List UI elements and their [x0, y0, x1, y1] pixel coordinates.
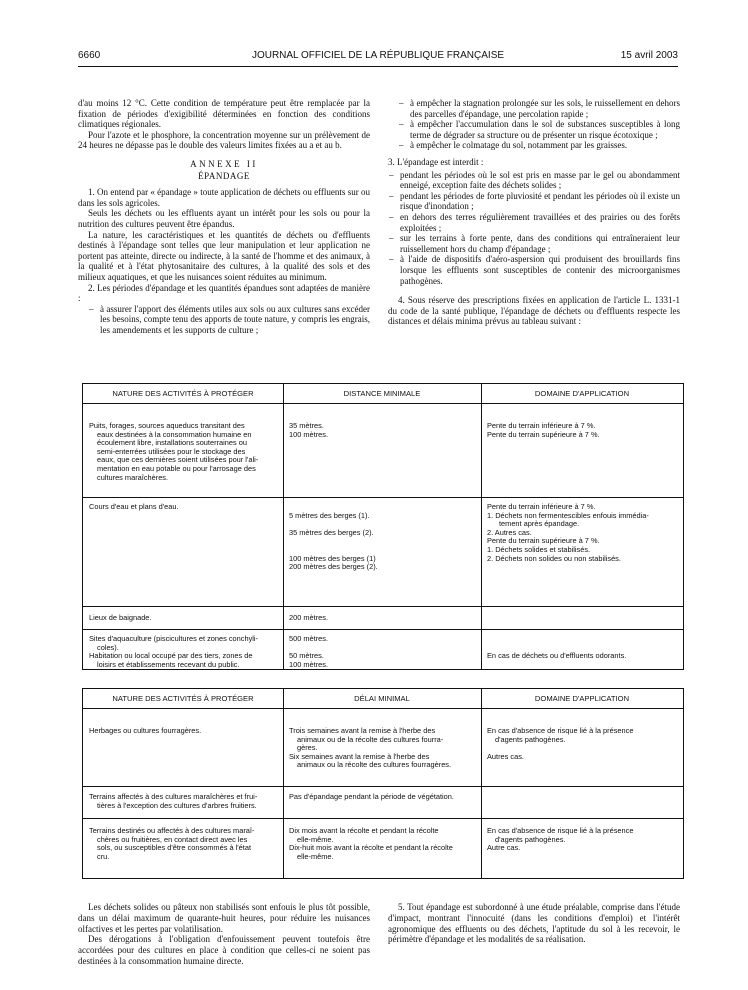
row-divider [83, 629, 683, 630]
publication-date: 15 avril 2003 [620, 50, 678, 61]
list-item: – sur les terrains à forte pente, dans des conditions qui entraîneraient leur ruissellement hors du champ d'épandage ; [388, 233, 680, 254]
table-cell-delay: Pas d'épandage pendant la période de végétation. [289, 792, 454, 801]
journal-title: JOURNAL OFFICIEL DE LA RÉPUBLIQUE FRANÇAISE [251, 50, 505, 61]
column-divider [481, 384, 482, 669]
paragraph: Seuls les déchets ou les effluents ayant un intérêt pour les sols ou pour la nutrition des cultures peuvent être épandus. [78, 208, 370, 229]
bullet-list [388, 170, 680, 287]
left-column [78, 98, 370, 335]
list-item: – pendant les périodes où le sol est pris en masse par le gel ou abondamment enneigé, exception faite des déchets solides ; [388, 170, 680, 191]
column-divider [283, 384, 284, 669]
page-header [78, 50, 678, 64]
table-cell-nature: Herbages ou cultures fourragères. [89, 726, 202, 735]
footer-left-column [78, 902, 370, 967]
right-column [388, 98, 680, 327]
bullet-list [78, 304, 370, 336]
list-item: – pendant les périodes de forte pluviosité et pendant les périodes où il existe un risque d'inondation ; [388, 191, 680, 212]
delay-table [82, 688, 684, 879]
footer-right-column [388, 902, 680, 945]
paragraph: 2. Les périodes d'épandage et les quantités épandues sont adaptées de manière : [78, 282, 370, 304]
table-cell-nature: Lieux de baignade. [89, 613, 152, 622]
section-heading: 3. L'épandage est interdit : [388, 156, 484, 167]
table-cell-domain: Pente du terrain inférieure à 7 %. 1. Déchets non fermentescibles enfouis immédia- tement après épandage. 2. Autres cas. Pente du terrain supérieure à 7 %. 1. Déchets solides et stabilisés. 2. Déchets non solides ou non stabilisés. [487, 502, 649, 563]
table-cell-domain: En cas d'absence de risque lié à la présence d'agents pathogènes. Autres cas. [487, 726, 634, 761]
table-cell-delay: Dix mois avant la récolte et pendant la récolte elle-même. Dix-huit mois avant la récolte et pendant la récolte elle-même. [289, 826, 453, 861]
annex-subtitle: ÉPANDAGE [198, 170, 250, 181]
annex-title: ANNEXE II [190, 158, 258, 169]
paragraph: 5. Tout épandage est subordonné à une étude préalable, comprise dans l'étude d'impact, montrant l'innocuité (dans les conditions d'emploi) et l'intérêt agronomique des effluents ou des déchets, l'aptitude du sol à les recevoir, le périmètre d'épandage et les modalités de sa réalisation. [388, 902, 680, 945]
table-cell-distance: 35 mètres. 100 mètres. [289, 421, 329, 439]
paragraph: d'au moins 12 °C. Cette condition de température peut être remplacée par la fixation de périodes d'exigibilité déterminées en fonction des conditions climatiques régionales. [78, 98, 370, 130]
paragraph: 1. On entend par « épandage » toute application de déchets ou effluents sur ou dans les sols agricoles. [78, 187, 370, 208]
list-item: – à assurer l'apport des éléments utiles aux sols ou aux cultures sans excéder les besoins, compte tenu des apports de toute nature, y compris les engrais, les amendements et les supports de culture ; [78, 304, 370, 336]
table-cell-distance: 500 mètres. 50 mètres. 100 mètres. [289, 634, 329, 669]
table-cell-nature: Terrains destinés ou affectés à des cultures maraî- chères ou fruitières, en contact direct avec les sols, ou susceptibles d'être consommés à l'état cru. [89, 826, 255, 861]
column-header: DISTANCE MINIMALE [283, 384, 481, 404]
column-header: DÉLAI MINIMAL [283, 689, 481, 709]
paragraph: 4. Sous réserve des prescriptions fixées en application de l'article L. 1331-1 du code de la santé publique, l'épandage de déchets ou d'effluents respecte les distances et délais minima prévus au tableau suivant : [388, 295, 680, 327]
distance-table [82, 383, 684, 670]
list-item: – à l'aide de dispositifs d'aéro-aspersion qui produisent des brouillards fins lorsque les effluents sont susceptibles de contenir des microorganismes pathogènes. [388, 254, 680, 286]
table-cell-delay: Trois semaines avant la remise à l'herbe des animaux ou de la récolte des cultures fourra- gères. Six semaines avant la remise à l'herbe des animaux ou la récolte des cultures fourragères. [289, 726, 452, 770]
table-cell-domain: Pente du terrain inférieure à 7 %. Pente du terrain supérieure à 7 %. [487, 421, 600, 439]
page-number: 6660 [78, 50, 101, 61]
paragraph: Des dérogations à l'obligation d'enfouissement peuvent toutefois être accordées pour des cultures en place à condition que celles-ci ne soient pas destinées à la consommation humaine directe. [78, 934, 370, 966]
column-header: NATURE DES ACTIVITÉS À PROTÉGER [83, 689, 283, 709]
list-item: – à empêcher l'accumulation dans le sol de substances susceptibles à long terme de dégrader sa structure ou de présenter un risque écotoxique ; [388, 119, 680, 140]
column-divider [481, 689, 482, 878]
table-cell-domain: En cas de déchets ou d'effluents odorants. [487, 651, 627, 660]
row-divider [83, 818, 683, 819]
table-cell-nature: Sites d'aquaculture (piscicultures et zones conchyli- coles). Habitation ou local occupé par des tiers, zones de loisirs et établissements recevant du public. [89, 634, 259, 669]
table-cell-nature: Puits, forages, sources aqueducs transitant des eaux destinées à la consommation humaine en écoulement libre, installations souterraines ou semi-enterrées utilisées pour le stockage des eaux, que ces dernières soient utilisées pour l'ali- mentation en eau potable ou pour l'arrosage des cultures maraîchères. [89, 421, 259, 482]
table-cell-distance: 5 mètres des berges (1). 35 mètres des berges (2). 100 mètres des berges (1) 200 mètres des berges (2). [289, 510, 378, 572]
column-header: DOMAINE D'APPLICATION [481, 689, 683, 709]
table-cell-domain: En cas d'absence de risque lié à la présence d'agents pathogènes. Autre cas. [487, 826, 634, 853]
paragraph: La nature, les caractéristiques et les quantités de déchets ou d'effluents destinés à l'épandage sont telles que leur manipulation et leur application ne portent pas atteinte, directe ou indirecte, à la santé de l'homme et des animaux, à la qualité et à l'état phytosanitaire des cultures, à la qualité des sols et des milieux aquatiques, et que les nuisances soient réduites au minimum. [78, 229, 370, 282]
column-header: NATURE DES ACTIVITÉS À PROTÉGER [83, 384, 283, 404]
row-divider [83, 786, 683, 787]
paragraph: Les déchets solides ou pâteux non stabilisés sont enfouis le plus tôt possible, dans un délai maximum de quarante-huit heures, pour réduire les nuisances olfactives et les pertes par volatilisation. [78, 902, 370, 934]
row-divider [83, 606, 683, 607]
bullet-list [388, 98, 680, 151]
list-item: – en dehors des terres régulièrement travaillées et des prairies ou des forêts exploitées ; [388, 212, 680, 233]
table-cell-nature: Terrains affectés à des cultures maraîchères et frui- tières à l'exception des cultures d'arbres fruitiers. [89, 792, 258, 810]
paragraph: Pour l'azote et le phosphore, la concentration moyenne sur un prélèvement de 24 heures ne dépasse pas le double des valeurs limites fixées au a et au b. [78, 129, 370, 151]
table-cell-nature: Cours d'eau et plans d'eau. [89, 502, 179, 511]
list-item: – à empêcher la stagnation prolongée sur les sols, le ruissellement en dehors des parcelles d'épandage, une percolation rapide ; [388, 98, 680, 119]
header-rule [78, 66, 678, 67]
row-divider [83, 497, 683, 498]
list-item: – à empêcher le colmatage du sol, notamment par les graisses. [388, 140, 680, 151]
column-divider [283, 689, 284, 878]
table-cell-distance: 200 mètres. [289, 613, 329, 622]
column-header: DOMAINE D'APPLICATION [481, 384, 683, 404]
